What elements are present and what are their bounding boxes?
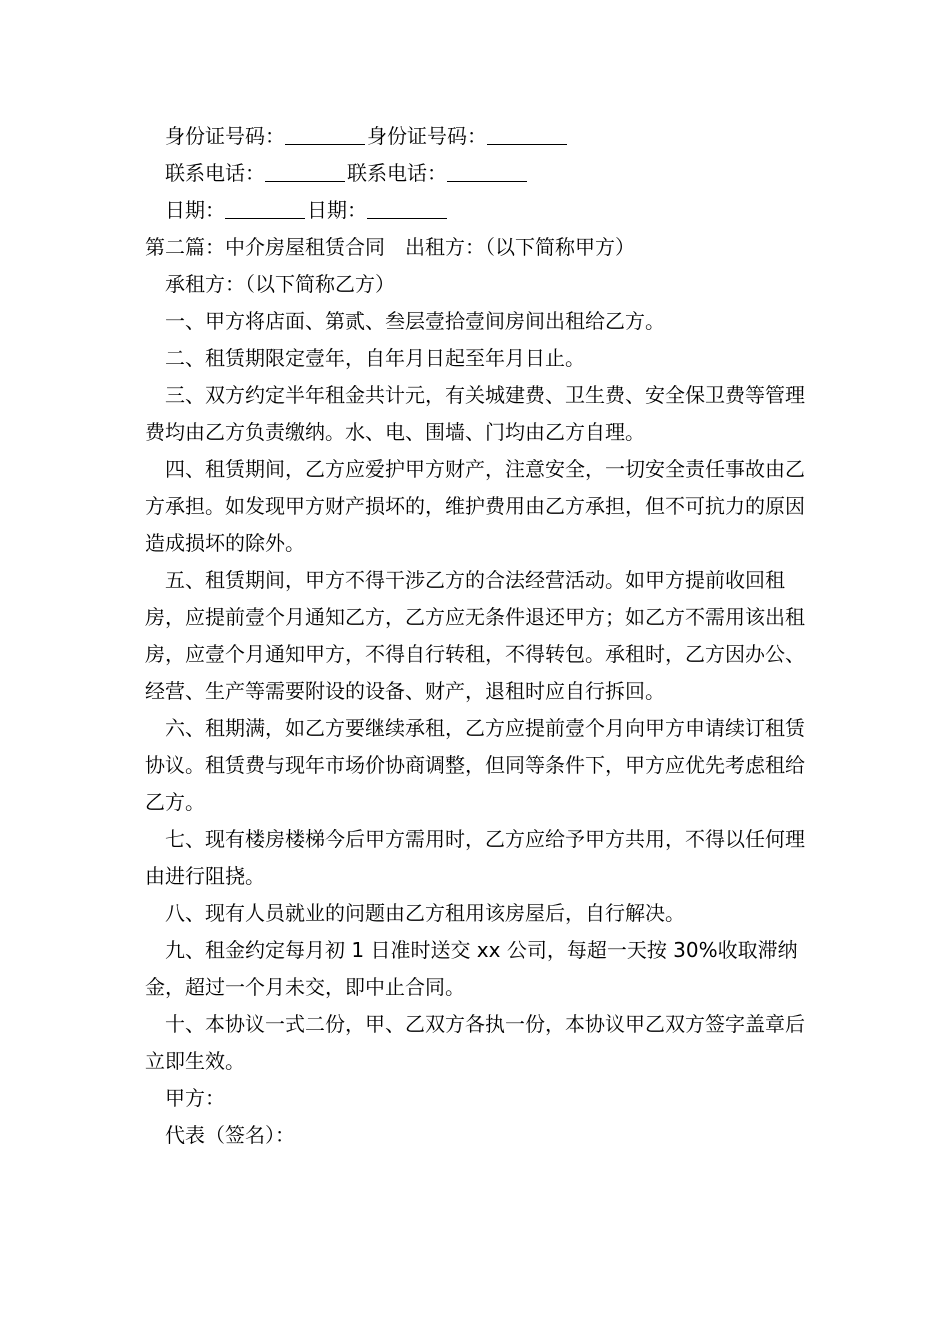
- date-label-2: 日期：: [307, 198, 367, 222]
- clause-6: 六、租期满，如乙方要继续承租，乙方应提前壹个月向甲方申请续订租赁协议。租赁费与现年市场价协商调整，但同等条件下，甲方应优先考虑租给乙方。: [145, 716, 805, 814]
- clause-8: 八、现有人员就业的问题由乙方租用该房屋后，自行解决。: [165, 901, 685, 925]
- id-blank-2: [487, 122, 567, 145]
- representative-signature-line: 代表（签名）：: [165, 1123, 295, 1147]
- clause-1: 一、甲方将店面、第贰、叁层壹拾壹间房间出租给乙方。: [165, 309, 665, 333]
- clause-3: 三、双方约定半年租金共计元，有关城建费、卫生费、安全保卫费等管理费均由乙方负责缴纳。水、电、围墙、门均由乙方自理。: [145, 383, 805, 444]
- phone-label-2: 联系电话：: [347, 161, 447, 185]
- date-line: [145, 192, 815, 229]
- clause-4: 四、租赁期间，乙方应爱护甲方财产，注意安全，一切安全责任事故由乙方承担。如发现甲方财产损坏的，维护费用由乙方承担，但不可抗力的原因造成损坏的除外。: [145, 457, 805, 555]
- tenant-line: 承租方：（以下简称乙方）: [165, 272, 395, 296]
- phone-line: [145, 155, 815, 192]
- date-blank-1: [225, 196, 305, 219]
- party-a-signature-line: 甲方：: [165, 1086, 225, 1110]
- section-title: 第二篇：中介房屋租赁合同 出租方：（以下简称甲方）: [145, 235, 635, 259]
- date-label-1: 日期：: [165, 198, 225, 222]
- id-label-2: 身份证号码：: [367, 124, 487, 148]
- id-number-line: [145, 118, 815, 155]
- clause-2: 二、租赁期限定壹年，自年月日起至年月日止。: [165, 346, 585, 370]
- document-content: [145, 118, 815, 1154]
- date-blank-2: [367, 196, 447, 219]
- clause-10: 十、本协议一式二份，甲、乙双方各执一份，本协议甲乙双方签字盖章后立即生效。: [145, 1012, 805, 1073]
- clause-7: 七、现有楼房楼梯今后甲方需用时，乙方应给予甲方共用，不得以任何理由进行阻挠。: [145, 827, 805, 888]
- phone-label-1: 联系电话：: [165, 161, 265, 185]
- phone-blank-1: [265, 159, 345, 182]
- clause-5: 五、租赁期间，甲方不得干涉乙方的合法经营活动。如甲方提前收回租房，应提前壹个月通知乙方，乙方应无条件退还甲方；如乙方不需用该出租房，应壹个月通知甲方，不得自行转租，不得转包。承租时，乙方因办公、经营、生产等需要附设的设备、财产，退租时应自行拆回。: [145, 568, 805, 703]
- phone-blank-2: [447, 159, 527, 182]
- id-blank-1: [285, 122, 365, 145]
- id-label-1: 身份证号码：: [165, 124, 285, 148]
- clause-9: 九、租金约定每月初 1 日准时送交 xx 公司，每超一天按 30%收取滞纳金，超过一个月未交，即中止合同。: [145, 938, 798, 999]
